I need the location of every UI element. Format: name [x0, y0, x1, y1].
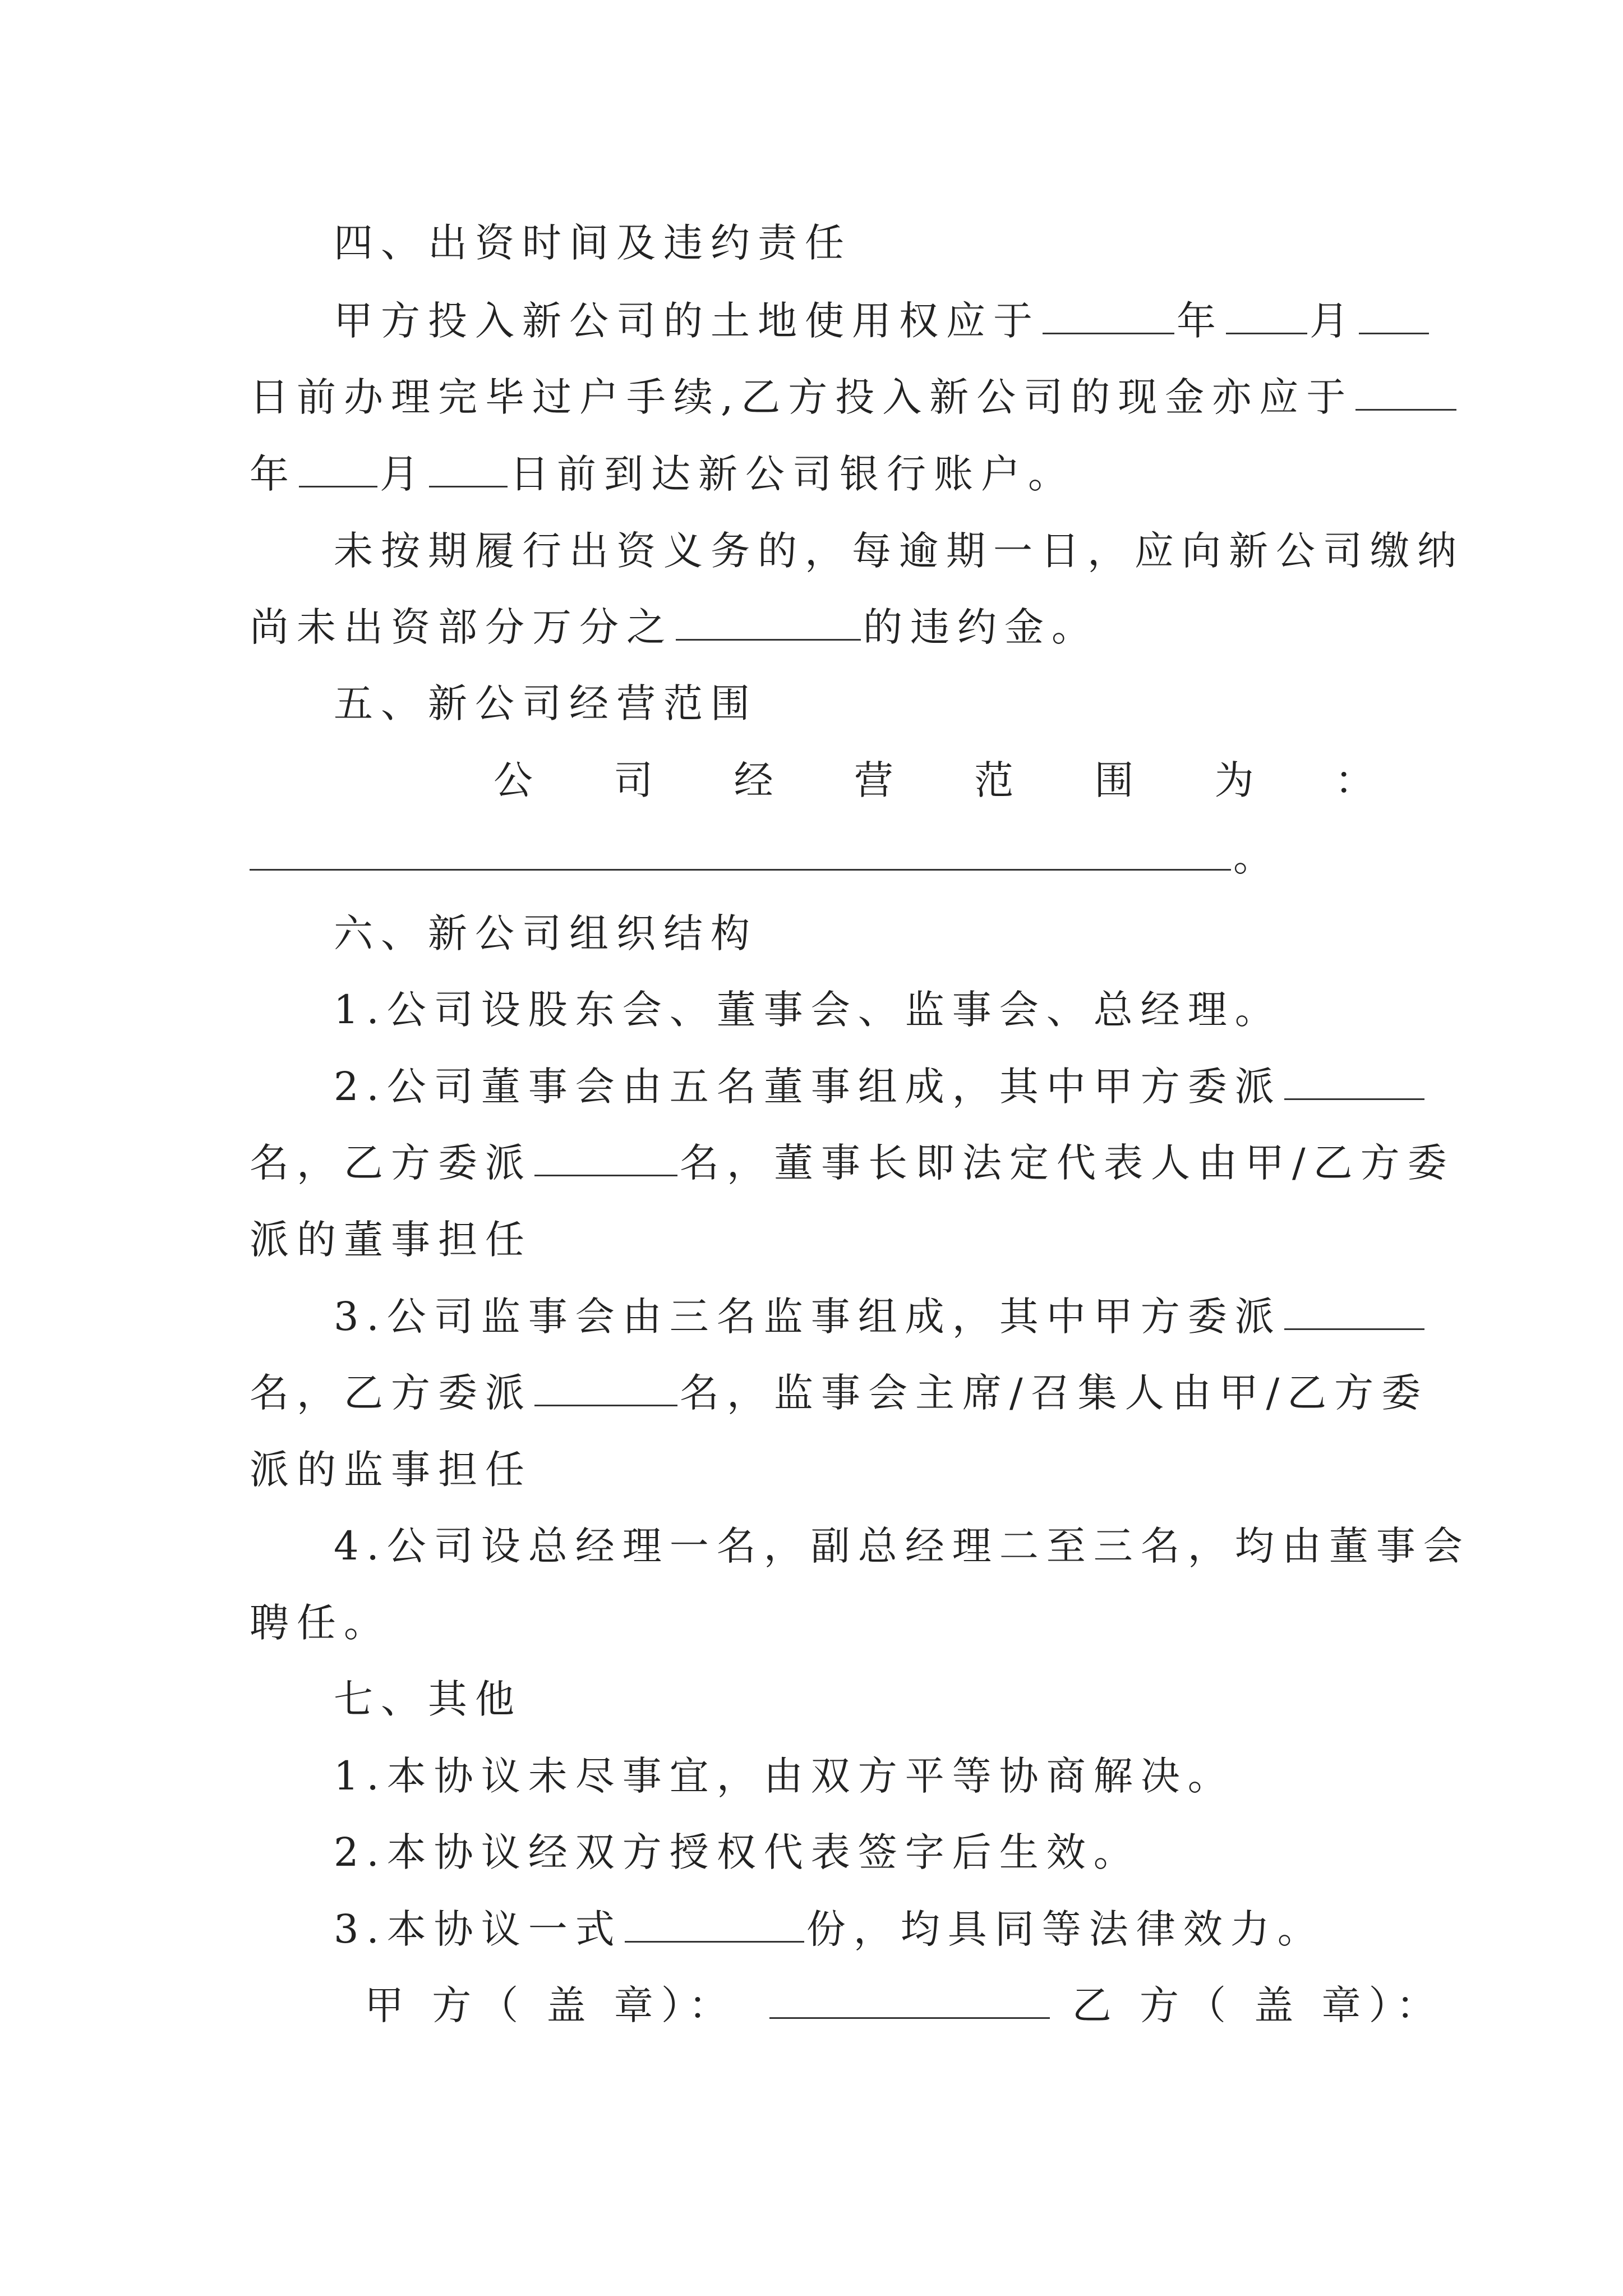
text: 。	[1233, 834, 1280, 880]
blank-count	[1284, 1290, 1424, 1330]
party-a-signature-blank	[769, 1979, 1050, 2019]
blank-count	[1284, 1060, 1424, 1100]
text: 份，均具同等法律效力。	[806, 1906, 1325, 1952]
s6-item-3-line-1	[334, 1289, 1385, 1345]
scope-char: 经	[734, 757, 773, 803]
text: 名，董事长即法定代表人由甲/乙方委	[680, 1140, 1455, 1186]
scope-char: 司	[614, 757, 653, 803]
scope-char: 营	[854, 757, 893, 803]
s4-paragraph-1-line-3	[250, 446, 1385, 502]
scope-char: ：	[1334, 757, 1374, 803]
text: 3.公司监事会由三名监事组成，其中甲方委派	[334, 1294, 1282, 1340]
blank-business-scope	[250, 831, 1231, 871]
text: 名，乙方委派	[250, 1140, 532, 1186]
section-6-heading: 六、新公司组织结构	[334, 910, 758, 956]
s7-item-2: 2.本协议经双方授权代表签字后生效。	[334, 1829, 1141, 1875]
text: 日前办理完毕过户手续,乙方投入新公司的现金亦应于	[250, 374, 1354, 420]
s7-item-1: 1.本协议未尽事宜，由双方平等协商解决。	[334, 1753, 1235, 1799]
scope-char: 公	[494, 757, 533, 803]
blank-day	[1359, 295, 1429, 334]
text: 月	[380, 451, 427, 497]
s5-scope-blank-line	[250, 829, 1385, 885]
scope-char: 围	[1094, 757, 1134, 803]
text: 2.公司董事会由五名董事组成，其中甲方委派	[334, 1064, 1282, 1110]
blank-year	[1355, 371, 1456, 411]
blank-copies	[625, 1903, 804, 1943]
blank-count	[534, 1366, 677, 1406]
text: 名，乙方委派	[250, 1370, 532, 1416]
text: 的违约金。	[863, 604, 1099, 650]
blank-day	[429, 448, 508, 487]
blank-month	[1226, 295, 1307, 334]
text: 月	[1310, 298, 1357, 344]
text: 尚未出资部分万分之	[250, 604, 674, 650]
scope-char: 范	[974, 757, 1014, 803]
s6-item-2-line-3: 派的董事担任	[250, 1217, 532, 1263]
blank-month	[299, 448, 377, 487]
s6-item-1: 1.公司设股东会、董事会、监事会、总经理。	[334, 987, 1282, 1033]
s6-item-3-line-3: 派的监事担任	[250, 1447, 532, 1493]
s5-scope-line	[494, 752, 1374, 808]
text: 年	[1177, 298, 1224, 344]
scope-char: 为	[1214, 757, 1254, 803]
blank-count	[534, 1137, 677, 1176]
section-7-heading: 七、其他	[334, 1676, 522, 1722]
section-5-heading: 五、新公司经营范围	[334, 680, 758, 726]
party-a-label: 甲 方（ 盖 章）：	[365, 1982, 736, 2028]
s6-item-4-line-2: 聘任。	[250, 1600, 391, 1646]
s4-paragraph-1-line-1	[334, 293, 1385, 349]
blank-penalty-rate	[676, 601, 861, 641]
text: 年	[250, 451, 297, 497]
signature-line	[365, 1977, 1444, 2033]
s4-paragraph-2-line-1: 未按期履行出资义务的，每逾期一日，应向新公司缴纳	[334, 528, 1464, 574]
s6-item-3-line-2	[250, 1365, 1429, 1421]
section-4-heading: 四、出资时间及违约责任	[334, 220, 852, 266]
s4-paragraph-1-line-2	[250, 369, 1385, 425]
s6-item-2-line-1	[334, 1059, 1385, 1115]
text: 日前到达新公司银行账户。	[510, 451, 1075, 497]
text: 甲方投入新公司的土地使用权应于	[334, 298, 1040, 344]
s6-item-4-line-1: 4.公司设总经理一名，副总经理二至三名，均由董事会	[334, 1523, 1470, 1569]
party-b-label: 乙 方（ 盖 章）：	[1072, 1982, 1444, 2028]
s4-paragraph-2-line-2	[250, 599, 1385, 655]
blank-year	[1043, 295, 1174, 334]
text: 名，监事会主席/召集人由甲/乙方委	[680, 1370, 1429, 1416]
s7-item-3	[334, 1901, 1385, 1957]
s6-item-2-line-2	[250, 1135, 1455, 1191]
text: 3.本协议一式	[334, 1906, 623, 1952]
